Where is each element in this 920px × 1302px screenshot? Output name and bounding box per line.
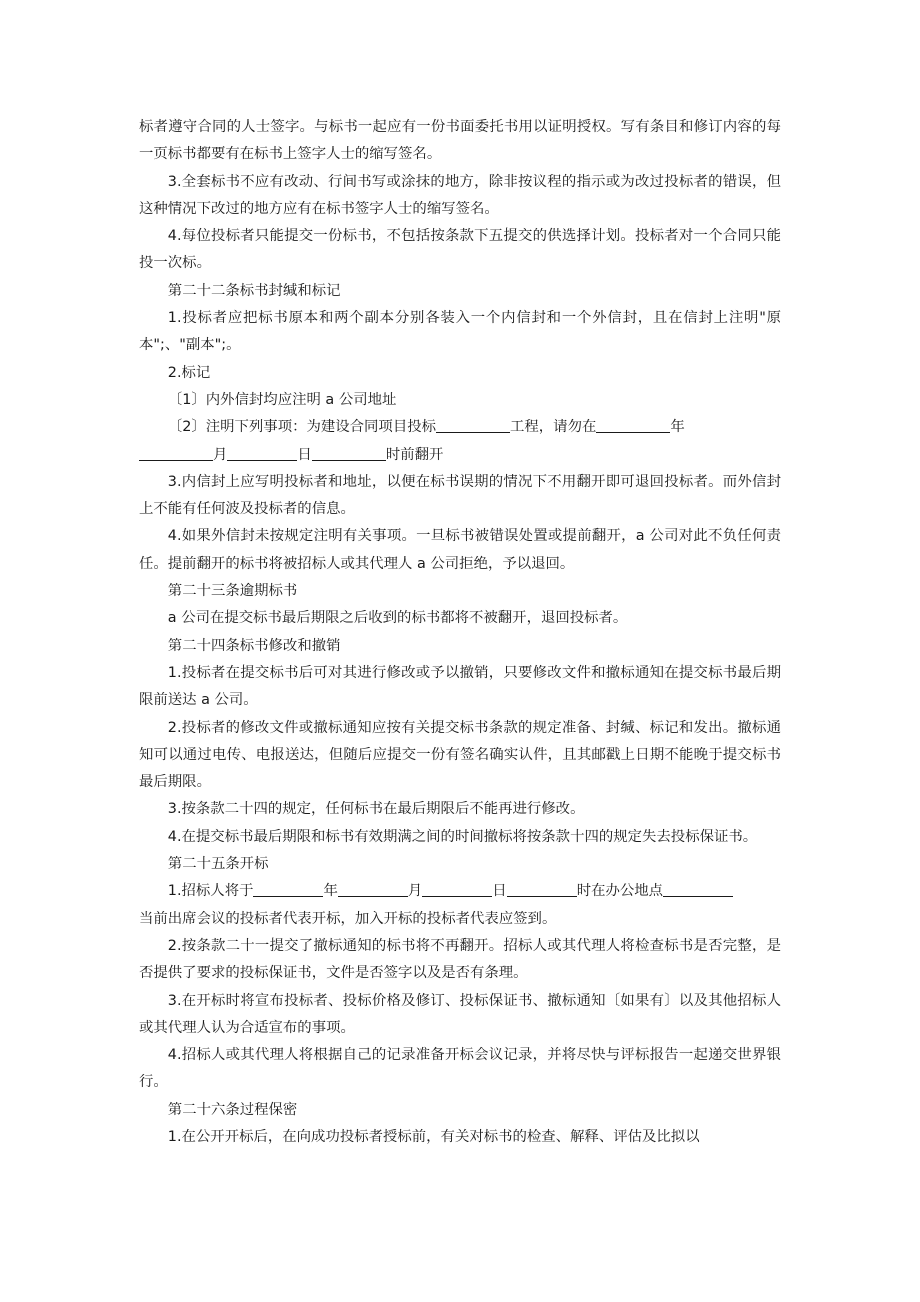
paragraph: 4.如果外信封未按规定注明有关事项。一旦标书被错误处置或提前翻开，a 公司对此不负任何责任。提前翻开的标书将被招标人或其代理人 a 公司拒绝，予以退回。: [139, 528, 781, 572]
fill-in-paragraph: 1.招标人将于 年 月 日 时在办公地点 当前出席会议的投标者代表开标，加入开标的投标者代表应签到。: [139, 878, 781, 933]
paragraph: 1.在公开开标后，在向成功投标者授标前，有关对标书的检查、解释、评估及比拟以: [167, 1128, 700, 1145]
section-heading-23: 第二十三条逾期标书: [167, 583, 298, 600]
blank-line: [436, 417, 510, 433]
blank-line: [507, 881, 577, 897]
blank-line: [596, 417, 670, 433]
blank-line: [422, 881, 492, 897]
paragraph: 2.标记: [167, 364, 211, 381]
section-heading-22: 第二十二条标书封缄和标记: [167, 282, 341, 299]
paragraph: 4.在提交标书最后期限和标书有效期满之间的时间撤标将按条款十四的规定失去投标保证书。: [167, 828, 758, 845]
paragraph: 2.投标者的修改文件或撤标通知应按有关提交标书条款的规定准备、封缄、标记和发出。撤标通知可以通过电传、电报送达，但随后应提交一份有签名确实认件，且其邮戳上日期不能晚于提交标书最后期限。: [139, 719, 781, 791]
section-heading-25: 第二十五条开标: [167, 856, 269, 873]
paragraph: a 公司在提交标书最后期限之后收到的标书都将不被翻开，退回投标者。: [167, 610, 628, 627]
blank-line: [253, 881, 323, 897]
paragraph: 2.按条款二十一提交了撤标通知的标书将不再翻开。招标人或其代理人将检查标书是否完整，是否提供了要求的投标保证书，文件是否签字以及是否有条理。: [139, 937, 781, 982]
paragraph: 3.按条款二十四的规定，任何标书在最后期限后不能再进行修改。: [167, 801, 585, 818]
paragraph: 标者遵守合同的人士签字。与标书一起应有一份书面委托书用以证明授权。写有条目和修订内容的每一页标书都要有在标书上签字人士的缩写签名。: [139, 119, 781, 163]
blank-line: [338, 881, 408, 897]
blank-line: [663, 881, 733, 897]
paragraph: 4.每位投标者只能提交一份标书，不包括按条款下五提交的供选择计划。投标者对一个合同只能投一次标。: [139, 228, 781, 272]
paragraph: 3.全套标书不应有改动、行间书写或涂抹的地方，除非按议程的指示或为改过投标者的错误，但这种情况下改过的地方应有在标书签字人士的缩写签名。: [139, 173, 781, 217]
paragraph: 〔1〕内外信封均应注明 a 公司地址: [167, 391, 397, 408]
section-heading-24: 第二十四条标书修改和撤销: [167, 637, 341, 654]
paragraph: 3.在开标时将宣布投标者、投标价格及修订、投标保证书、撤标通知〔如果有〕以及其他招标人或其代理人认为合适宣布的事项。: [139, 992, 781, 1036]
blank-line: [227, 444, 297, 460]
fill-in-paragraph: 〔2〕注明下列事项：为建设合同项目投标 工程，请勿在 年 月 日 时前翻开: [139, 414, 781, 469]
paragraph: 4.招标人或其代理人将根据自己的记录准备开标会议记录，并将尽快与评标报告一起递交世界银行。: [139, 1047, 781, 1091]
blank-line: [139, 444, 213, 460]
section-heading-26: 第二十六条过程保密: [167, 1101, 298, 1118]
paragraph: 3.内信封上应写明投标者和地址，以便在标书误期的情况下不用翻开即可退回投标者。而外信封上不能有任何波及投标者的信息。: [139, 473, 781, 518]
paragraph: 1.投标者应把标书原本和两个副本分别各装入一个内信封和一个外信封，且在信封上注明"原本";、"副本";。: [139, 310, 781, 354]
blank-line: [312, 444, 386, 460]
paragraph: 1.投标者在提交标书后可对其进行修改或予以撤销，只要修改文件和撤标通知在提交标书最后期限前送达 a 公司。: [139, 664, 781, 709]
